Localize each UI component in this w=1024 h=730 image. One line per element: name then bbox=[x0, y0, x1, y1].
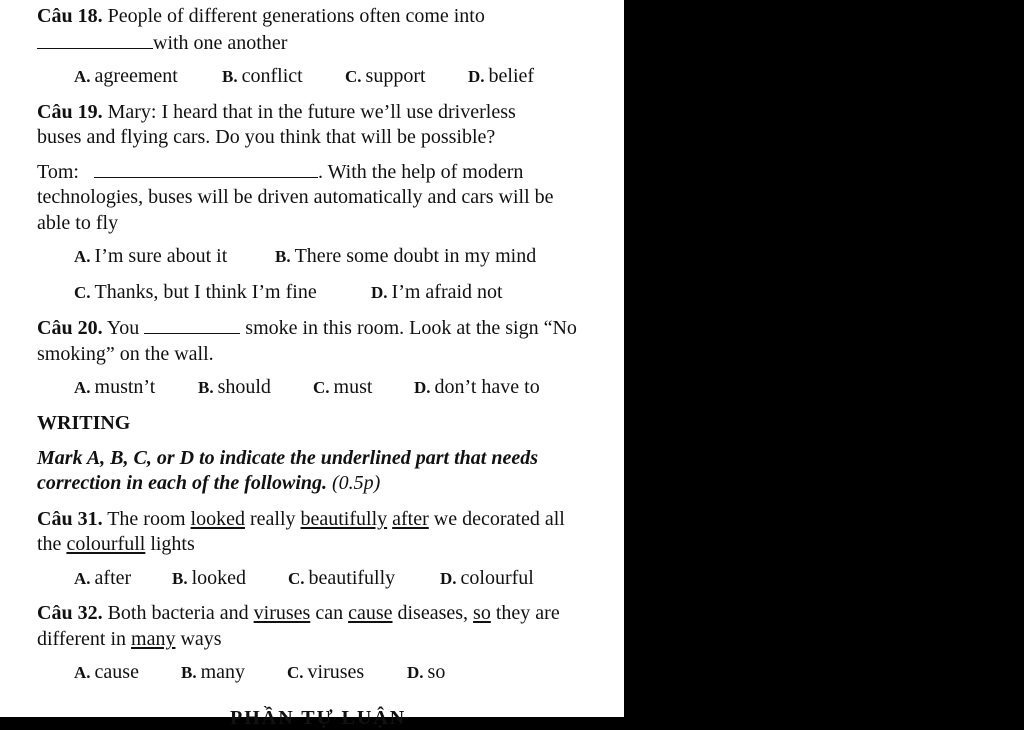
underlined-part: after bbox=[392, 507, 429, 530]
question-label: Câu 19. bbox=[37, 100, 103, 123]
answer-blank bbox=[94, 159, 318, 178]
question-label: Câu 20. bbox=[37, 317, 103, 339]
document-content bbox=[37, 4, 607, 696]
options-19-row2 bbox=[74, 280, 607, 306]
section-instruction: Mark A, B, C, or D to indicate the underlined part that needs correction in each of the following. (0.5p) bbox=[37, 446, 538, 494]
option-a[interactable]: A. after bbox=[74, 566, 132, 589]
option-a[interactable]: A. mustn’t bbox=[74, 376, 156, 398]
question-18 bbox=[37, 4, 487, 56]
question-19-response bbox=[37, 159, 577, 237]
option-d[interactable]: D. so bbox=[407, 661, 446, 683]
underlined-part: so bbox=[473, 602, 491, 624]
question-20 bbox=[37, 315, 582, 367]
question-19 bbox=[37, 100, 562, 151]
options-18 bbox=[74, 64, 607, 90]
option-b[interactable]: B. looked bbox=[172, 566, 247, 589]
question-text: You bbox=[102, 317, 145, 339]
underlined-part: colourfull bbox=[66, 533, 146, 555]
question-text: into bbox=[453, 5, 485, 27]
question-31: Câu 31. The room looked really beautifully after we decorated all the colourfull lights bbox=[37, 507, 565, 555]
question-label: Câu 31. bbox=[37, 507, 103, 530]
option-b[interactable]: B. many bbox=[181, 661, 246, 683]
question-text: smoke in this room. Look at the sign “No smoking” on the wall. bbox=[37, 317, 577, 365]
options-32 bbox=[74, 660, 607, 686]
option-c[interactable]: C. Thanks, but I think I’m fine bbox=[74, 280, 317, 303]
underlined-part: looked bbox=[190, 507, 245, 530]
answer-blank bbox=[144, 315, 240, 334]
underlined-part: cause bbox=[348, 602, 393, 624]
options-20 bbox=[74, 375, 607, 401]
option-c[interactable]: C. must bbox=[313, 376, 373, 398]
option-b[interactable]: B. There some doubt in my mind bbox=[275, 245, 537, 267]
options-31 bbox=[74, 566, 607, 592]
options-19 bbox=[74, 244, 607, 270]
question-label: Câu 32. bbox=[37, 602, 103, 624]
black-background bbox=[624, 0, 1024, 717]
option-d[interactable]: D. don’t have to bbox=[414, 376, 540, 398]
answer-blank bbox=[37, 30, 153, 49]
question-32: Câu 32. Both bacteria and viruses can cause diseases, so they are different in many ways bbox=[37, 602, 560, 650]
question-text: Mary: I heard that in the future we’ll use driverless buses and flying cars. Do you think that will be possible? bbox=[37, 100, 516, 148]
underlined-part: beautifully bbox=[300, 507, 388, 530]
option-c[interactable]: C. support bbox=[345, 65, 426, 87]
option-b[interactable]: B. should bbox=[198, 376, 271, 398]
cut-off-heading: PHẦN TỰ LUẬN bbox=[230, 707, 407, 729]
speaker-label: Tom: bbox=[37, 160, 79, 183]
option-c[interactable]: C. viruses bbox=[287, 661, 365, 683]
underlined-part: viruses bbox=[253, 602, 311, 624]
section-heading: WRITING bbox=[37, 411, 131, 434]
underlined-part: many bbox=[131, 627, 176, 650]
option-c[interactable]: C. beautifully bbox=[288, 566, 396, 589]
question-text: People of different generations often come bbox=[102, 5, 449, 27]
question-text: with one another bbox=[153, 31, 288, 54]
option-d[interactable]: D. belief bbox=[468, 65, 535, 87]
question-label: Câu 18. bbox=[37, 5, 103, 27]
option-b[interactable]: B. conflict bbox=[222, 65, 303, 87]
option-d[interactable]: D. I’m afraid not bbox=[371, 280, 503, 303]
option-a[interactable]: A. I’m sure about it bbox=[74, 245, 228, 267]
question-text: . With the help of modern technologies, buses will be driven automatically and cars will be able to fly bbox=[37, 160, 554, 234]
option-a[interactable]: A. agreement bbox=[74, 65, 178, 87]
option-a[interactable]: A. cause bbox=[74, 661, 139, 683]
option-d[interactable]: D. colourful bbox=[440, 566, 534, 589]
